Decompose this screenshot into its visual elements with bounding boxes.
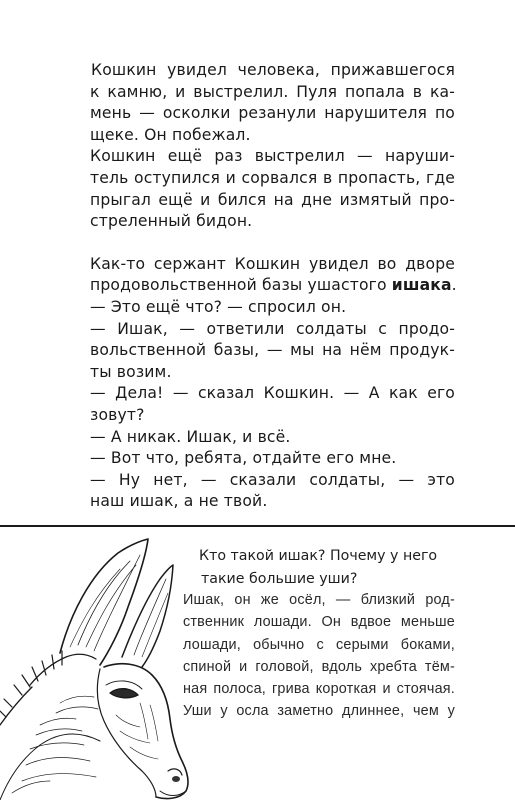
sidebar-question	[199, 545, 461, 591]
story-line: — Вот что, ребята, отдайте его мне.	[90, 449, 397, 468]
story-line: — А никак. Ишак, и всё.	[90, 427, 291, 446]
term-highlight: ишака	[391, 276, 452, 295]
info-sidebar	[0, 527, 515, 800]
story-line: щеке. Он побежал.	[90, 125, 251, 144]
sidebar-answer	[183, 589, 455, 723]
donkey-illustration	[0, 535, 205, 800]
story-line: стреленный бидон.	[90, 212, 253, 231]
story-line-part: продовольственной базы ушастого	[90, 276, 392, 295]
answer-line: Ишак, он же осёл, — близкий род-	[183, 592, 455, 608]
question-line: Кто такой ишак? Почему у него	[199, 548, 438, 564]
story-line: мень — осколки резанули нарушителя по	[90, 104, 455, 123]
story-line: Кошкин ещё раз выстрелил — наруши-	[90, 147, 455, 166]
story-line: вольственной базы, — мы на нём продук-	[90, 341, 455, 360]
answer-line: Уши у осла заметно длиннее, чем у	[183, 703, 455, 720]
story-line: к камню, и выстрелил. Пуля попала в ка-	[90, 82, 455, 101]
answer-line: ственник лошади. Он вдвое меньше	[183, 614, 455, 631]
story-line	[90, 275, 455, 297]
story-line: прыгал ещё и бился на дне измятый про-	[90, 190, 455, 209]
answer-line: спиной и головой, вдоль хребта тём-	[183, 658, 455, 675]
story-line-part: .	[451, 276, 457, 295]
story-line: — Это ещё что? — спросил он.	[90, 297, 347, 316]
story-line: — Дела! — сказал Кошкин. — А как его	[90, 384, 455, 403]
story-line: наш ишак, а не твой.	[90, 492, 268, 511]
story-line: Как-то сержант Кошкин увидел во дворе	[90, 254, 455, 273]
answer-line: лошади, обычно с серыми боками,	[183, 636, 455, 653]
story-line: — Ну нет, — сказали солдаты, — это	[90, 470, 455, 489]
story-line: Кошкин увидел человека, прижавшегося	[91, 61, 455, 79]
question-line: такие большие уши?	[201, 571, 358, 587]
paragraph-gap	[90, 233, 455, 254]
story-line: тель оступился и сорвался в пропасть, где	[90, 168, 455, 187]
story-text	[90, 60, 455, 513]
story-line: зовут?	[90, 405, 145, 424]
answer-line: ная полоса, грива короткая и стоячая.	[183, 681, 455, 698]
story-line: — Ишак, — ответили солдаты с продо-	[90, 319, 455, 338]
story-line: ты возим.	[90, 362, 172, 381]
